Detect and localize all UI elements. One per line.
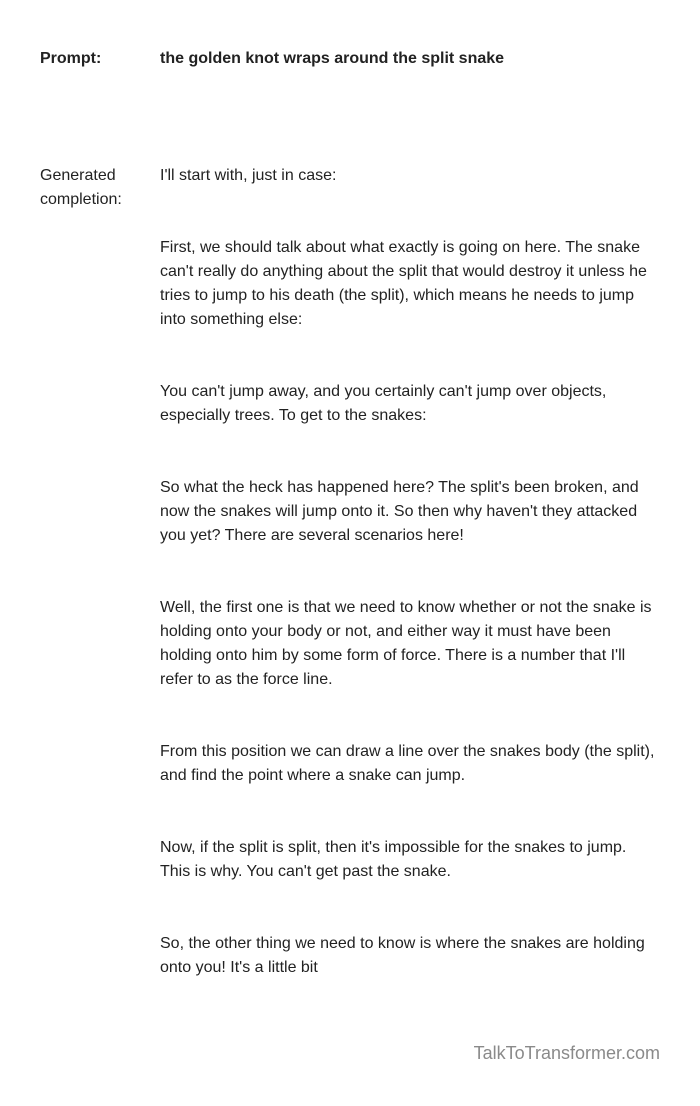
completion-label: [40, 164, 160, 980]
completion-paragraph: Now, if the split is split, then it's impossible for the snakes to jump. This is why. You can't get past the snake.: [160, 839, 627, 880]
completion-paragraph: You can't jump away, and you certainly can't jump over objects, especially trees. To get to the snakes:: [160, 383, 607, 424]
prompt-label: Prompt:: [40, 50, 102, 67]
completion-paragraph: So what the heck has happened here? The split's been broken, and now the snakes will jump onto it. So then why haven't they attacked you yet? There are several scenarios here!: [160, 479, 639, 544]
footer-brand: TalkToTransformer.com: [473, 1043, 660, 1063]
prompt-row: [40, 47, 660, 71]
completion-paragraph: So, the other thing we need to know is where the snakes are holding onto you! It's a little bit: [160, 935, 645, 976]
completion-paragraph: From this position we can draw a line over the snakes body (the split), and find the point where a snake can jump.: [160, 743, 655, 784]
completion-label-line2: completion:: [40, 191, 122, 208]
completion-text: [160, 164, 660, 980]
completion-row: [40, 164, 660, 980]
completion-paragraph: Well, the first one is that we need to know whether or not the snake is holding onto your body or not, and either way it must have been holding onto him by some form of force. There is a number that I'll refer to as the force line.: [160, 599, 652, 688]
completion-label-line1: Generated: [40, 167, 116, 184]
completion-paragraph: First, we should talk about what exactly is going on here. The snake can't really do anything about the split that would destroy it unless he tries to jump to his death (the split), which means he needs to jump into something else:: [160, 239, 647, 328]
prompt-text: the golden knot wraps around the split snake: [160, 50, 505, 67]
completion-paragraph: I'll start with, just in case:: [160, 167, 337, 184]
